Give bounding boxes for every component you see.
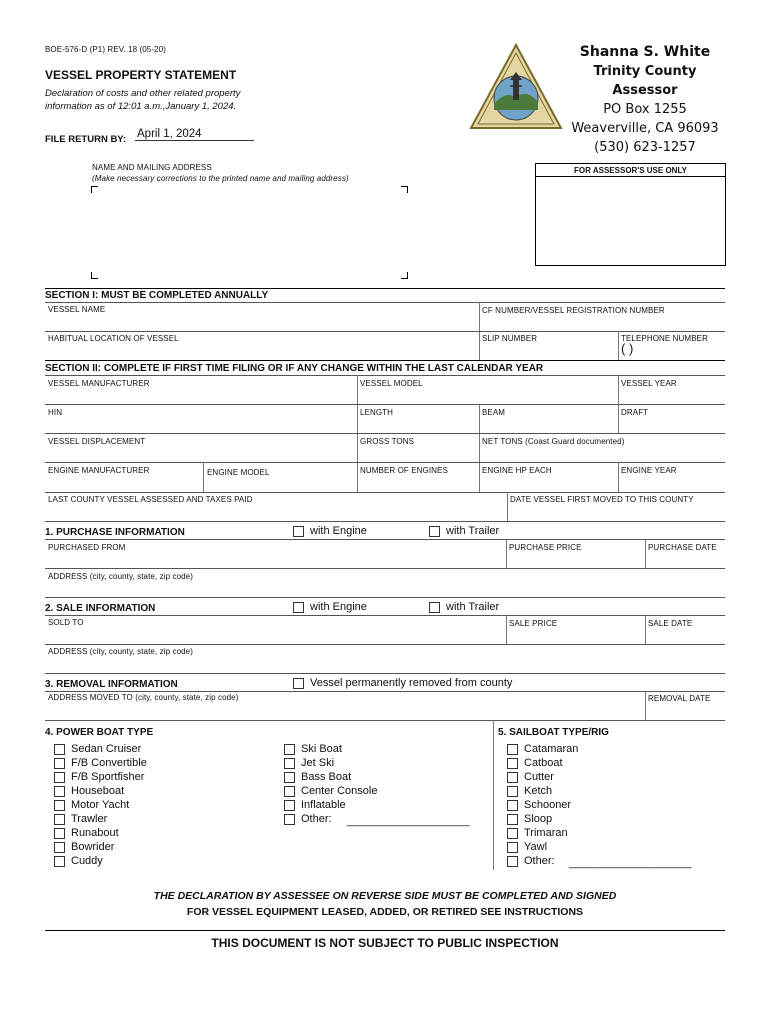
power-boat-type-checkbox[interactable]	[54, 800, 65, 811]
sale-with-engine-checkbox[interactable]	[293, 602, 304, 613]
purchase-rule-c	[45, 597, 725, 598]
sailboat-type-option[interactable]	[507, 812, 578, 826]
sailboat-type-option[interactable]	[507, 826, 578, 840]
power-boat-type-label: Runabout	[71, 827, 119, 839]
sailboat-type-option[interactable]	[507, 742, 578, 756]
power-boat-type-label: Motor Yacht	[71, 799, 130, 811]
sailboat-type-option[interactable]	[507, 798, 578, 812]
section2-vline-5	[203, 462, 204, 492]
sailboat-type-checkbox[interactable]	[507, 744, 518, 755]
section2-vline-7	[507, 492, 508, 521]
sailboat-type-checkbox[interactable]	[507, 828, 518, 839]
power-boat-list-2	[284, 742, 377, 826]
purchased-from-label: PURCHASED FROM	[48, 543, 126, 552]
engine-model-label: ENGINE MODEL	[207, 468, 270, 477]
power-boat-type-option[interactable]	[284, 784, 377, 798]
power-boat-type-checkbox[interactable]	[284, 744, 295, 755]
power-boat-type-label: Houseboat	[71, 785, 125, 797]
power-boat-type-checkbox[interactable]	[54, 758, 65, 769]
address-note: (Make necessary corrections to the printed name and mailing address)	[92, 174, 349, 183]
purchase-date-label: PURCHASE DATE	[648, 543, 717, 552]
power-boat-type-option[interactable]	[54, 770, 147, 784]
power-boat-type-option[interactable]	[54, 798, 147, 812]
section2-top-rule	[45, 360, 725, 361]
power-boat-type-label: Cuddy	[71, 855, 103, 867]
vessel-year-label: VESSEL YEAR	[621, 379, 677, 388]
telephone-parens[interactable]: ( )	[621, 341, 634, 356]
power-boat-type-checkbox[interactable]	[54, 828, 65, 839]
power-boat-type-label: Inflatable	[301, 799, 346, 811]
removal-rule-b	[45, 720, 725, 721]
power-boat-type-label: Bowrider	[71, 841, 115, 853]
section2-rule-f	[45, 521, 725, 522]
sailboat-type-label: Catboat	[524, 757, 563, 769]
power-boat-type-option[interactable]	[284, 742, 377, 756]
form-title: VESSEL PROPERTY STATEMENT	[45, 68, 237, 82]
beam-label: BEAM	[482, 408, 506, 417]
sale-with-engine-option[interactable]	[293, 601, 367, 613]
section2-vline-6	[618, 462, 619, 492]
sailboat-other-blank[interactable]: ____________________	[569, 857, 692, 869]
date-moved-label: DATE VESSEL FIRST MOVED TO THIS COUNTY	[510, 495, 694, 504]
engine-hp-label: ENGINE HP EACH	[482, 466, 552, 475]
section2-rule-a	[45, 375, 725, 376]
power-boat-type-checkbox[interactable]	[54, 856, 65, 867]
section1-title: SECTION I: MUST BE COMPLETED ANNUALLY	[45, 290, 269, 301]
purchase-with-trailer-option[interactable]	[429, 525, 499, 537]
section2-rule-d	[45, 462, 725, 463]
removal-checkbox[interactable]	[293, 678, 304, 689]
power-boat-type-checkbox[interactable]	[284, 758, 295, 769]
address-moved-to-label: ADDRESS MOVED TO (city, county, state, zip code)	[48, 693, 239, 702]
sailboat-type-option[interactable]	[507, 784, 578, 798]
boat-type-divider	[493, 720, 494, 870]
sale-vline-2	[645, 615, 646, 644]
section2-rule-b	[45, 404, 725, 405]
vessel-name-label: VESSEL NAME	[48, 305, 106, 314]
power-boat-type-option[interactable]	[284, 770, 377, 784]
cf-number-label: CF NUMBER/VESSEL REGISTRATION NUMBER	[482, 306, 665, 315]
removal-option[interactable]	[293, 677, 512, 689]
sailboat-type-checkbox[interactable]	[507, 772, 518, 783]
engine-year-label: ENGINE YEAR	[621, 466, 677, 475]
trinity-county-seal-icon	[468, 42, 564, 132]
power-boat-type-checkbox[interactable]	[54, 842, 65, 853]
sailboat-type-checkbox[interactable]	[507, 814, 518, 825]
sale-rule-a	[45, 615, 725, 616]
sailboat-type-checkbox[interactable]	[507, 800, 518, 811]
sailboat-type-label: Ketch	[524, 785, 553, 797]
sale-rule-b	[45, 644, 725, 645]
sailboat-type-checkbox[interactable]	[507, 842, 518, 853]
address-corner-br	[401, 272, 408, 279]
sale-with-trailer-label: with Trailer	[446, 601, 500, 613]
purchase-with-trailer-checkbox[interactable]	[429, 526, 440, 537]
power-boat-type-checkbox[interactable]	[54, 814, 65, 825]
power-boat-list-1	[54, 742, 147, 868]
sale-title: 2. SALE INFORMATION	[45, 603, 156, 614]
removal-rule-a	[45, 691, 725, 692]
power-boat-type-label: Trawler	[71, 813, 108, 825]
assessor-name: Shanna S. White	[579, 44, 711, 60]
sailboat-type-label: Trimaran	[524, 827, 568, 839]
purchase-vline-1	[506, 539, 507, 568]
power-boat-type-checkbox[interactable]	[284, 786, 295, 797]
footer-declaration: THE DECLARATION BY ASSESSEE ON REVERSE SIDE MUST BE COMPLETED AND SIGNED	[153, 890, 617, 902]
power-boat-type-option[interactable]	[54, 756, 147, 770]
purchase-with-engine-checkbox[interactable]	[293, 526, 304, 537]
sailboat-type-label: Yawl	[524, 841, 548, 853]
sailboat-type-checkbox[interactable]	[507, 758, 518, 769]
purchase-rule-a	[45, 539, 725, 540]
purchase-title: 1. PURCHASE INFORMATION	[45, 527, 185, 538]
power-boat-type-checkbox[interactable]	[54, 786, 65, 797]
purchase-rule-b	[45, 568, 725, 569]
sailboat-type-label: Catamaran	[524, 743, 579, 755]
purchase-with-trailer-label: with Trailer	[446, 525, 500, 537]
file-return-label: FILE RETURN BY:	[45, 134, 127, 145]
sale-with-trailer-option[interactable]	[429, 601, 499, 613]
section1-vline-b	[618, 331, 619, 360]
engine-manufacturer-label: ENGINE MANUFACTURER	[48, 466, 150, 475]
section2-rule-e	[45, 492, 725, 493]
power-boat-type-option[interactable]	[284, 756, 377, 770]
length-label: LENGTH	[360, 408, 394, 417]
address-corner-tr	[401, 186, 408, 193]
power-boat-type-label: Jet Ski	[301, 757, 335, 769]
power-boat-type-checkbox[interactable]	[284, 800, 295, 811]
power-boat-type-option[interactable]	[54, 742, 147, 756]
sale-vline-1	[506, 615, 507, 644]
section2-title: SECTION II: COMPLETE IF FIRST TIME FILING OR IF ANY CHANGE WITHIN THE LAST CALENDAR YEAR	[45, 363, 544, 374]
sale-date-label: SALE DATE	[648, 619, 693, 628]
power-boat-type-option[interactable]	[54, 826, 147, 840]
net-tons-label: NET TONS (Coast Guard documented)	[482, 437, 625, 446]
assessor-use-box	[535, 163, 726, 266]
assessor-city: Weaverville, CA 96093	[571, 121, 719, 136]
footer-instructions: FOR VESSEL EQUIPMENT LEASED, ADDED, OR RETIRED SEE INSTRUCTIONS	[186, 906, 584, 918]
assessor-title: Trinity County Assessor	[593, 64, 697, 98]
power-boat-type-checkbox[interactable]	[284, 814, 295, 825]
purchase-with-engine-label: with Engine	[310, 525, 367, 537]
power-boat-type-option[interactable]	[284, 798, 377, 812]
section1-rule-a	[45, 302, 725, 303]
sale-address-label: ADDRESS (city, county, state, zip code)	[48, 647, 193, 656]
power-boat-type-checkbox[interactable]	[54, 772, 65, 783]
sailboat-type-label: Sloop	[524, 813, 553, 825]
sale-rule-c	[45, 673, 725, 674]
sailboat-type-option[interactable]	[507, 756, 578, 770]
purchase-vline-2	[645, 539, 646, 568]
power-boat-type-label: Ski Boat	[301, 743, 342, 755]
assessor-po-box: PO Box 1255	[603, 102, 687, 117]
section2-vline-4	[618, 404, 619, 433]
sale-with-engine-label: with Engine	[310, 601, 367, 613]
number-of-engines-label: NUMBER OF ENGINES	[360, 466, 448, 475]
power-boat-type-label: F/B Sportfisher	[71, 771, 145, 783]
section2-vline-3	[479, 404, 480, 492]
sailboat-title: 5. SAILBOAT TYPE/RIG	[498, 727, 609, 738]
sailboat-type-option[interactable]	[507, 854, 578, 868]
sold-to-label: SOLD TO	[48, 618, 84, 627]
habitual-location-label: HABITUAL LOCATION OF VESSEL	[48, 334, 179, 343]
slip-number-label: SLIP NUMBER	[482, 334, 538, 343]
address-label: NAME AND MAILING ADDRESS	[92, 163, 212, 172]
power-boat-other-blank[interactable]: ____________________	[347, 815, 470, 827]
vessel-manufacturer-label: VESSEL MANUFACTURER	[48, 379, 150, 388]
address-corner-bl	[91, 272, 98, 279]
public-inspection-notice: THIS DOCUMENT IS NOT SUBJECT TO PUBLIC INSPECTION	[211, 936, 559, 950]
assessor-phone: (530) 623-1257	[594, 140, 696, 155]
section1-top-rule	[45, 288, 725, 289]
purchase-address-label: ADDRESS (city, county, state, zip code)	[48, 572, 193, 581]
power-boat-type-option[interactable]	[54, 784, 147, 798]
hin-label: HIN	[48, 408, 63, 417]
removal-title: 3. REMOVAL INFORMATION	[45, 679, 178, 690]
assessor-block	[562, 43, 728, 157]
telephone-label: TELEPHONE NUMBER	[621, 334, 708, 343]
sailboat-type-label: Cutter	[524, 771, 554, 783]
power-boat-type-label: Other:	[301, 813, 332, 825]
power-boat-type-option[interactable]	[54, 812, 147, 826]
purchase-price-label: PURCHASE PRICE	[509, 543, 582, 552]
sailboat-type-checkbox[interactable]	[507, 856, 518, 867]
mailing-address-field[interactable]	[98, 192, 398, 270]
declaration-line-1: Declaration of costs and other related property	[45, 88, 241, 99]
removal-option-label: Vessel permanently removed from county	[310, 677, 513, 689]
power-boat-type-option[interactable]	[54, 840, 147, 854]
file-return-date[interactable]: April 1, 2024	[135, 128, 254, 141]
power-boat-type-option[interactable]	[54, 854, 147, 868]
power-boat-type-checkbox[interactable]	[54, 744, 65, 755]
assessor-use-label: FOR ASSESSOR'S USE ONLY	[536, 164, 725, 177]
removal-date-label: REMOVAL DATE	[648, 694, 711, 703]
power-boat-type-label: Center Console	[301, 785, 378, 797]
gross-tons-label: GROSS TONS	[360, 437, 415, 446]
section2-vline-2	[618, 375, 619, 404]
removal-vline	[645, 691, 646, 720]
footer-rule	[45, 930, 725, 931]
section2-rule-c	[45, 433, 725, 434]
power-boat-type-checkbox[interactable]	[284, 772, 295, 783]
sale-with-trailer-checkbox[interactable]	[429, 602, 440, 613]
sailboat-type-label: Schooner	[524, 799, 572, 811]
sale-price-label: SALE PRICE	[509, 619, 558, 628]
sailboat-type-checkbox[interactable]	[507, 786, 518, 797]
purchase-with-engine-option[interactable]	[293, 525, 367, 537]
address-corner-tl	[91, 186, 98, 193]
sailboat-list	[507, 742, 578, 868]
power-boat-type-label: Bass Boat	[301, 771, 352, 783]
section1-rule-b	[45, 331, 725, 332]
sailboat-type-label: Other:	[524, 855, 555, 867]
sailboat-type-option[interactable]	[507, 770, 578, 784]
displacement-label: VESSEL DISPLACEMENT	[48, 437, 146, 446]
last-county-label: LAST COUNTY VESSEL ASSESSED AND TAXES PAID	[48, 495, 253, 504]
power-boat-title: 4. POWER BOAT TYPE	[45, 727, 154, 738]
power-boat-type-label: F/B Convertible	[71, 757, 147, 769]
draft-label: DRAFT	[621, 408, 649, 417]
form-code: BOE-576-D (P1) REV. 18 (05-20)	[45, 45, 166, 54]
declaration-line-2: information as of 12:01 a.m.,January 1, 2024.	[45, 101, 237, 112]
sailboat-type-option[interactable]	[507, 840, 578, 854]
power-boat-type-label: Sedan Cruiser	[71, 743, 142, 755]
vessel-model-label: VESSEL MODEL	[360, 379, 423, 388]
